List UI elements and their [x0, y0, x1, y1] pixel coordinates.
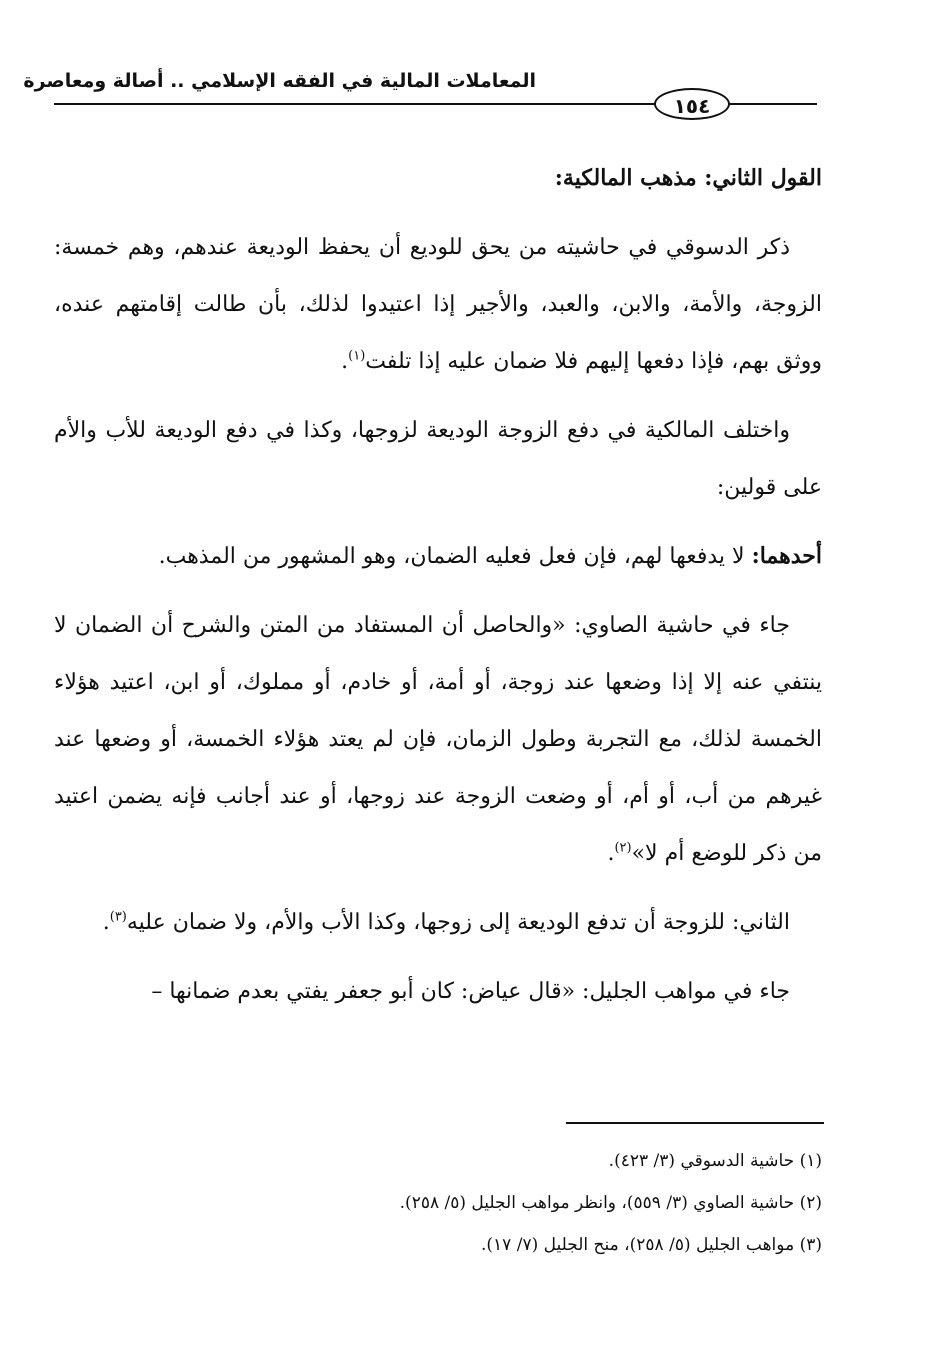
page-number: ١٥٤ — [654, 88, 730, 120]
paragraph-disagreement: واختلف المالكية في دفع الزوجة الوديعة لزوجها، وكذا في دفع الوديعة للأب والأم على قولين: — [54, 418, 822, 500]
footnote-ref-3[interactable]: (٣) — [109, 909, 127, 925]
paragraph-end: . — [607, 841, 615, 866]
paragraph-sawi-quote — [54, 597, 822, 882]
paragraph-text: جاء في حاشية الصاوي: «والحاصل أن المستفاد من المتن والشرح أن الضمان لا ينتفي عنه إلا إذا وضعها عند زوجة، أو أمة، أو خادم، أو مملوك، أو ابن، اعتيد هؤلاء الخمسة لذلك، مع التجربة وطول الزمان، فإن لم يعتد هؤلاء الخمسة، أو وضعها عند غيرهم من أب، أو أم، أو وضعت الزوجة عند زوجها، أو عند أجانب فإنه يضمن اعتيد من ذكر للوضع أم لا» — [54, 613, 822, 866]
paragraph-text: الثاني: للزوجة أن تدفع الوديعة إلى زوجها، وكذا الأب والأم، ولا ضمان عليه — [126, 910, 790, 935]
paragraph-text: لا يدفعها لهم، فإن فعل فعليه الضمان، وهو المشهور من المذهب. — [158, 544, 752, 569]
footnote-1: (١) حاشية الدسوقي (٣/ ٤٢٣). — [608, 1151, 822, 1171]
footnote-rule — [566, 1122, 824, 1124]
paragraph-end: . — [102, 910, 110, 935]
first-opinion-label: أحدهما: — [751, 543, 822, 569]
paragraph-second-opinion — [54, 894, 822, 951]
paragraph-text: ذكر الدسوقي في حاشيته من يحق للوديع أن يحفظ الوديعة عندهم، وهم خمسة: الزوجة، والأمة، والابن، والعبد، والأجير إذا اعتيدوا لذلك، بأن طالت إقامتهم عنده، ووثق بهم، فإذا دفعها إليهم فلا ضمان عليه إذا تلفت — [54, 235, 822, 374]
running-title: المعاملات المالية في الفقه الإسلامي .. أصالة ومعاصرة — [23, 70, 536, 92]
paragraph-mawahib-quote: جاء في مواهب الجليل: «قال عياض: كان أبو جعفر يفتي بعدم ضمانها – — [151, 979, 790, 1004]
paragraph-dasuqi — [54, 219, 822, 390]
body-text — [54, 150, 822, 1032]
footnote-ref-1[interactable]: (١) — [348, 348, 366, 364]
footnotes — [54, 1140, 822, 1266]
footnote-2: (٢) حاشية الصاوي (٣/ ٥٥٩)، وانظر مواهب الجليل (٥/ ٢٥٨). — [399, 1193, 822, 1213]
footnote-ref-2[interactable]: (٢) — [614, 840, 632, 856]
footnote-3: (٣) مواهب الجليل (٥/ ٢٥٨)، منح الجليل (٧/ ١٧). — [480, 1235, 822, 1255]
paragraph-first-opinion — [54, 528, 822, 585]
paragraph-end: . — [341, 349, 349, 374]
section-heading: القول الثاني: مذهب المالكية: — [554, 165, 822, 191]
